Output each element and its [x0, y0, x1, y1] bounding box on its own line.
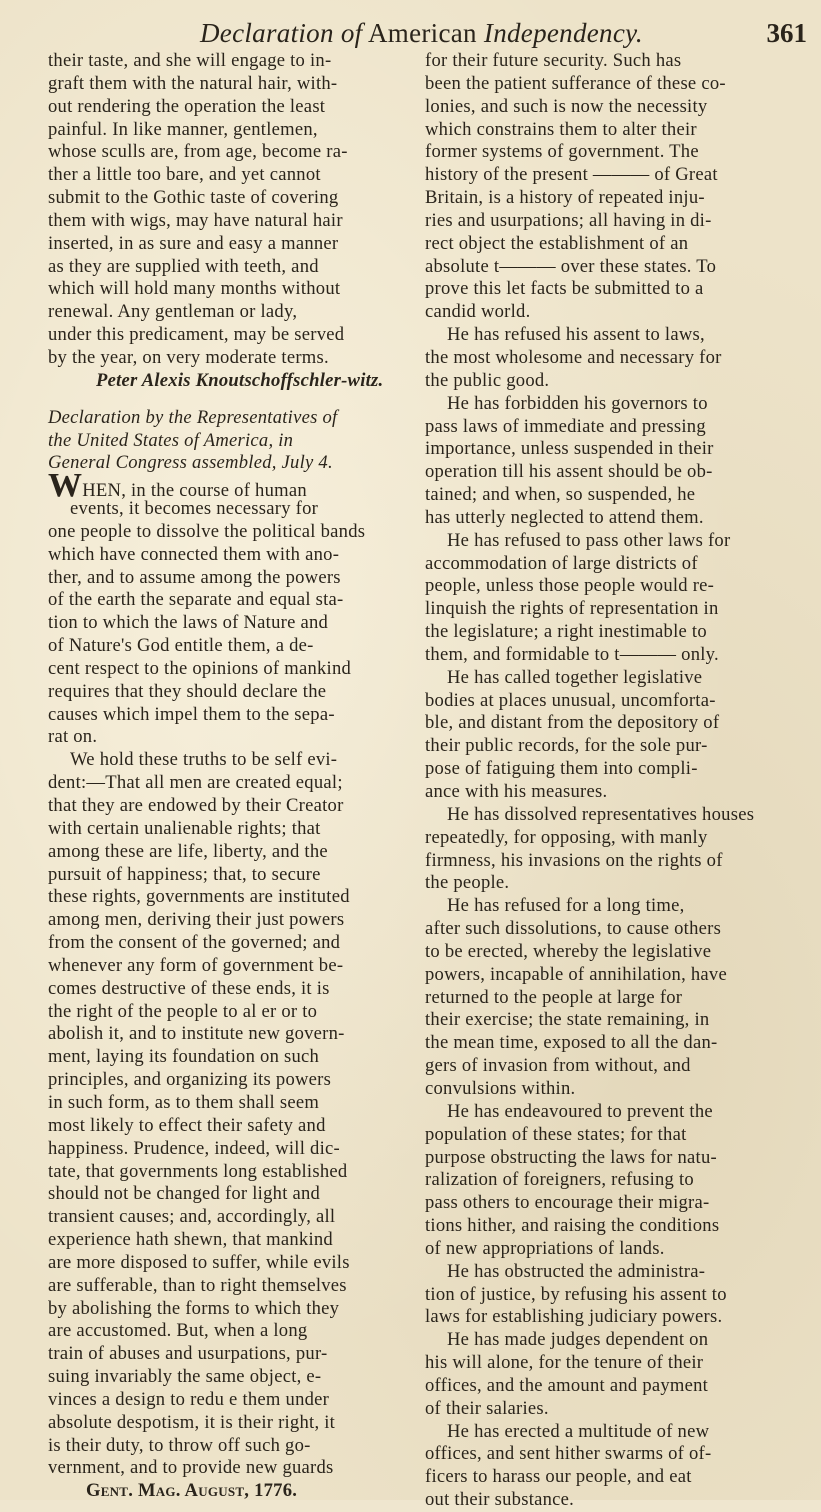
text-line: of Nature's God entitle them, a de-	[48, 635, 314, 657]
text-line: ries and usurpations; all having in di-	[425, 209, 712, 231]
text-line: population of these states; for that	[425, 1123, 687, 1145]
text-line: are sufferable, than to right themselves	[48, 1274, 347, 1296]
paragraph-start-line: He has dissolved representatives houses	[447, 803, 755, 825]
text-line: among men, deriving their just powers	[48, 909, 345, 931]
text-line: of new appropriations of lands.	[425, 1237, 665, 1259]
text-line: which constrains them to alter their	[425, 118, 697, 140]
text-line: most likely to effect their safety and	[48, 1114, 326, 1136]
text-line: vinces a design to redu e them under	[48, 1388, 330, 1410]
text-line: their public records, for the sole pur-	[425, 735, 708, 757]
text-line: their exercise; the state remaining, in	[425, 1009, 710, 1031]
text-line: whose sculls are, from age, become ra-	[48, 141, 348, 163]
declaration-title-line: Declaration by the Representatives of	[48, 406, 338, 428]
text-line: train of abuses and usurpations, pur-	[48, 1343, 328, 1365]
text-line: happiness. Prudence, indeed, will dic-	[48, 1137, 340, 1159]
text-line: should not be changed for light and	[48, 1183, 321, 1205]
text-line: been the patient sufferance of these co-	[425, 72, 726, 94]
text-line: requires that they should declare the	[48, 680, 327, 702]
text-line: whenever any form of government be-	[48, 954, 344, 976]
text-line: the legislature; a right inestimable to	[425, 621, 707, 643]
text-line: ralization of foreigners, refusing to	[425, 1169, 694, 1191]
text-line: causes which impel them to the sepa-	[48, 703, 335, 725]
text-line: tion to which the laws of Nature and	[48, 612, 329, 634]
text-line: tained; and when, so suspended, he	[425, 484, 696, 506]
text-line: one people to dissolve the political bands	[48, 520, 366, 542]
running-head	[200, 18, 643, 49]
text-line: gers of invasion from without, and	[425, 1055, 691, 1077]
text-line: the people.	[425, 872, 510, 894]
page-number: 361	[766, 18, 807, 48]
text-line: with certain unalienable rights; that	[48, 817, 321, 839]
text-line: experience hath shewn, that mankind	[48, 1229, 333, 1251]
declaration-title-line: the United States of America, in	[48, 429, 294, 451]
footer-citation: Gent. Mag. August, 1776.	[86, 1480, 298, 1502]
text-line: purpose obstructing the laws for natu-	[425, 1146, 717, 1168]
text-line: dent:—That all men are created equal;	[48, 772, 343, 794]
text-line: of the earth the separate and equal sta-	[48, 589, 344, 611]
text-line: former systems of government. The	[425, 141, 699, 163]
text-line: that they are endowed by their Creator	[48, 795, 344, 816]
text-line: repeatedly, for opposing, with manly	[425, 826, 708, 848]
text-line: laws for establishing judiciary powers.	[425, 1306, 723, 1328]
opening-line	[48, 467, 393, 505]
text-line: are accustomed. But, when a long	[48, 1320, 308, 1342]
text-line: rect object the establishment of an	[425, 232, 689, 254]
paragraph-start-line: He has made judges dependent on	[447, 1329, 709, 1351]
text-line: graft them with the natural hair, with-	[48, 72, 338, 94]
text-line: out their substance.	[425, 1489, 575, 1511]
text-line: painful. In like manner, gentlemen,	[48, 118, 318, 140]
text-line: by abolishing the forms to which they	[48, 1297, 340, 1319]
text-line: accommodation of large districts of	[425, 552, 698, 574]
text-line: cent respect to the opinions of mankind	[48, 657, 352, 679]
text-line: candid world.	[425, 301, 531, 323]
text-line: their taste, and she will engage to in-	[48, 50, 332, 71]
text-line: to be erected, whereby the legislative	[425, 940, 712, 962]
running-head-american: American	[362, 18, 484, 48]
text-line: ance with his measures.	[425, 781, 608, 802]
text-line: of their salaries.	[425, 1397, 549, 1419]
text-line: vernment, and to provide new guards	[48, 1457, 334, 1479]
text-line: linquish the rights of representation in	[425, 598, 719, 620]
text-line: the most wholesome and necessary for	[425, 346, 722, 368]
text-line: ficers to harass our people, and eat	[425, 1466, 692, 1488]
text-line: prove this let facts be submitted to a	[425, 278, 704, 300]
text-line: in such form, as to them shall seem	[48, 1091, 320, 1113]
text-line: absolute despotism, it is their right, it	[48, 1411, 336, 1433]
text-line: pass laws of immediate and pressing	[425, 415, 706, 437]
text-line: which have connected them with ano-	[48, 543, 340, 565]
signature: Peter Alexis Knoutschoffschler-witz.	[96, 369, 384, 391]
text-line: importance, unless suspended in their	[425, 438, 714, 460]
text-line: renewal. Any gentleman or lady,	[48, 301, 298, 323]
text-line: by the year, on very moderate terms.	[48, 346, 329, 368]
text-line: abolish it, and to institute new govern-	[48, 1023, 345, 1045]
text-line: pursuit of happiness; that, to secure	[48, 863, 321, 885]
text-line: transient causes; and, accordingly, all	[48, 1206, 336, 1228]
text-line: inserted, in as sure and easy a manner	[48, 232, 339, 254]
text-line: the public good.	[425, 369, 550, 391]
text-line: out rendering the operation the least	[48, 95, 326, 117]
paragraph-start-line: He has obstructed the administra-	[447, 1260, 706, 1282]
text-line: pose of fatiguing them into compli-	[425, 758, 698, 780]
right-column	[425, 50, 787, 1512]
text-line: principles, and organizing its powers	[48, 1069, 332, 1091]
text-line: We hold these truths to be self evi-	[70, 749, 338, 771]
text-line: tion of justice, by refusing his assent to	[425, 1283, 727, 1305]
running-head-declaration: Declaration	[200, 18, 341, 48]
text-line: ble, and distant from the depository of	[425, 712, 720, 734]
text-line: for their future security. Such has	[425, 50, 682, 71]
left-column	[48, 50, 393, 1503]
paragraph-start-line: He has refused his assent to laws,	[447, 324, 705, 346]
text-line: from the consent of the governed; and	[48, 932, 341, 954]
text-line: them with wigs, may have natural hair	[48, 209, 343, 231]
text-line: submit to the Gothic taste of covering	[48, 187, 339, 209]
text-line: as they are supplied with teeth, and	[48, 255, 319, 277]
running-head-of: of	[340, 18, 363, 48]
opening-line-text: HEN, in the course of human	[82, 480, 307, 502]
text-line: which will hold many months without	[48, 278, 341, 300]
text-line: history of the present ——— of Great	[425, 164, 718, 186]
text-line: is their duty, to throw off such go-	[48, 1434, 311, 1456]
paragraph-start-line: He has refused for a long time,	[447, 895, 685, 917]
text-line: ther a little too bare, and yet cannot	[48, 164, 321, 186]
text-line: are more disposed to suffer, while evils	[48, 1251, 350, 1273]
text-line: tions hither, and raising the conditions	[425, 1215, 720, 1237]
text-line: absolute t——— over these states. To	[425, 255, 717, 277]
text-line: comes destructive of these ends, it is	[48, 977, 330, 999]
text-line: events, it becomes necessary for	[70, 498, 319, 520]
text-line: powers, incapable of annihilation, have	[425, 963, 727, 985]
paragraph-start-line: He has endeavoured to prevent the	[447, 1100, 713, 1122]
text-line: bodies at places unusual, uncomforta-	[425, 689, 716, 711]
text-line: rat on.	[48, 726, 98, 748]
text-line: suing invariably the same object, e-	[48, 1366, 322, 1388]
text-line: has utterly neglected to attend them.	[425, 506, 704, 528]
text-line: after such dissolutions, to cause others	[425, 918, 722, 940]
dropcap-letter: W	[48, 467, 83, 505]
text-line: the right of the people to al er or to	[48, 1000, 318, 1022]
text-line: convulsions within.	[425, 1077, 576, 1099]
text-line: under this predicament, may be served	[48, 324, 345, 346]
text-line: ment, laying its foundation on such	[48, 1046, 320, 1068]
running-head-independency: Independency.	[483, 18, 643, 48]
text-line: people, unless those people would re-	[425, 575, 715, 597]
text-line: pass others to encourage their migra-	[425, 1192, 710, 1214]
text-line: the mean time, exposed to all the dan-	[425, 1032, 718, 1054]
text-line: Britain, is a history of repeated inju-	[425, 187, 705, 209]
text-line: firmness, his invasions on the rights of	[425, 849, 723, 871]
page-header	[0, 10, 821, 54]
paragraph-start-line: He has forbidden his governors to	[447, 392, 708, 414]
paragraph-start-line: He has refused to pass other laws for	[447, 529, 731, 551]
text-line: these rights, governments are instituted	[48, 886, 350, 908]
text-line: lonies, and such is now the necessity	[425, 95, 708, 117]
text-line: tate, that governments long established	[48, 1160, 348, 1182]
text-line: operation till his assent should be ob-	[425, 461, 713, 483]
declaration-title-line: General Congress assembled, July 4.	[48, 452, 333, 474]
text-line: returned to the people at large for	[425, 986, 683, 1008]
paragraph-start-line: He has called together legislative	[447, 666, 703, 688]
text-line: his will alone, for the tenure of their	[425, 1352, 704, 1374]
paragraph-start-line: He has erected a multitude of new	[447, 1420, 710, 1442]
text-line: offices, and the amount and payment	[425, 1374, 709, 1396]
text-line: among these are life, liberty, and the	[48, 840, 328, 862]
text-line: offices, and sent hither swarms of of-	[425, 1443, 712, 1465]
text-line: them, and formidable to t——— only.	[425, 643, 719, 665]
section-gap	[48, 393, 393, 407]
text-line: ther, and to assume among the powers	[48, 566, 341, 588]
